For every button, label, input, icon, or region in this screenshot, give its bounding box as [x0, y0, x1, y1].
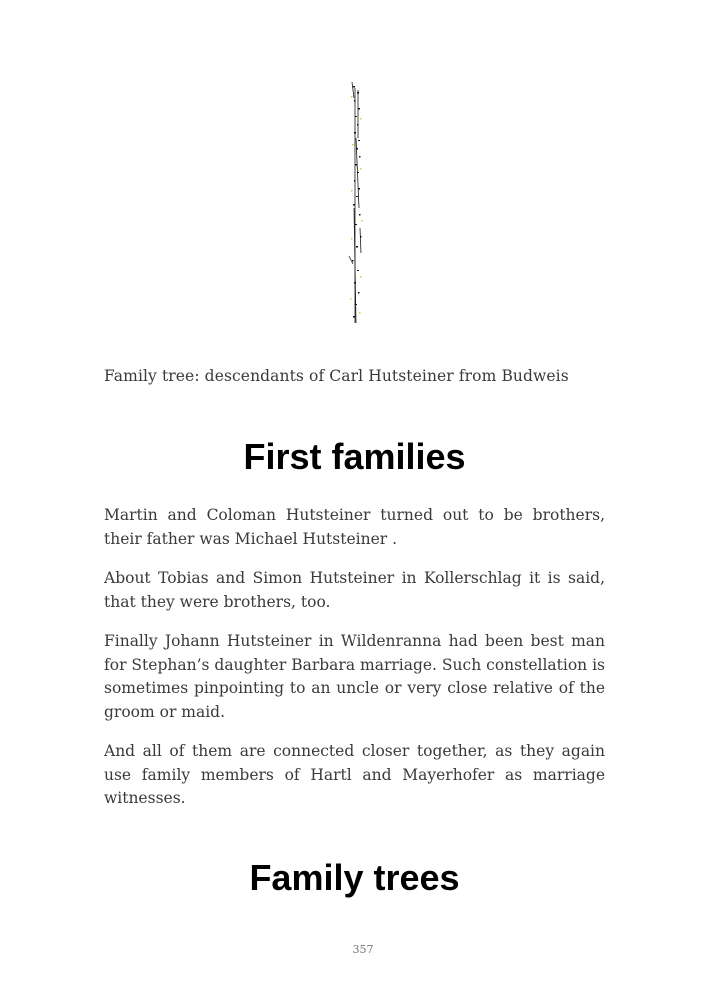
- section-body: [104, 504, 605, 827]
- page-number: 357: [352, 943, 374, 956]
- paragraph: Martin and Coloman Hutsteiner turned out to be brothers, their father was Michael Hutsteiner .: [104, 506, 605, 548]
- paragraph: Finally Johann Hutsteiner in Wildenranna had been best man for Stephan’s daughter Barbara marriage. Such constellation is sometimes pinpointing to an uncle or very close relative of the groom or maid.: [104, 632, 605, 721]
- heading-family-trees: Family trees: [249, 857, 460, 898]
- figure-caption: Family tree: descendants of Carl Hutsteiner from Budweis: [104, 367, 569, 385]
- paragraph: And all of them are connected closer together, as they again use family members of Hartl and Mayerhofer as marriage witnesses.: [104, 742, 605, 807]
- paragraph: About Tobias and Simon Hutsteiner in Kollerschlag it is said, that they were brothers, too.: [104, 569, 605, 611]
- family-tree-figure: [340, 78, 370, 326]
- heading-first-families: First families: [243, 436, 466, 477]
